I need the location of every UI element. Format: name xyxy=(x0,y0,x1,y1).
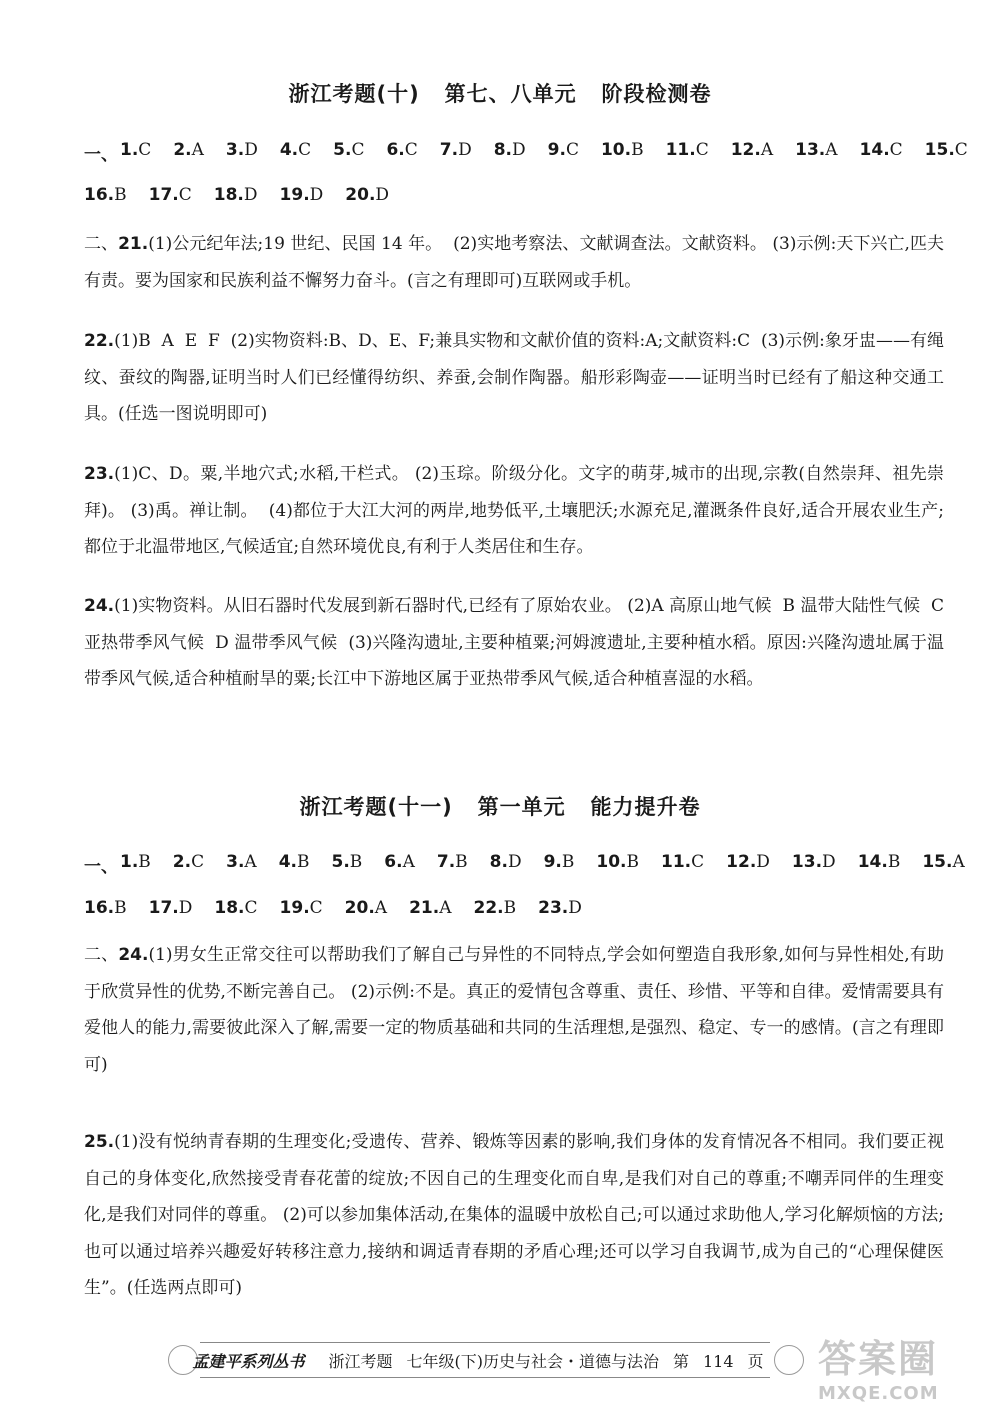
mc-answer: 18.D xyxy=(213,185,258,205)
part-prefix: 二、 xyxy=(84,945,119,965)
page-footer xyxy=(192,1342,770,1378)
section-title-11: 浙江考题(十一) 第一单元 能力提升卷 xyxy=(299,795,701,819)
mc-answer: 15.C xyxy=(924,140,968,160)
mc-answers-row xyxy=(84,140,968,165)
answer-q21 xyxy=(84,226,944,299)
footer-ornament-right xyxy=(774,1345,804,1375)
mc-answer: 8.D xyxy=(493,140,526,160)
mc-answer: 16.B xyxy=(84,898,127,918)
page-number: 第 114 页 xyxy=(672,1351,764,1371)
part-prefix: 二、 xyxy=(84,234,119,254)
mc-answer: 1.C xyxy=(120,140,152,160)
watermark-logo xyxy=(818,1328,988,1410)
mc-answer: 6.C xyxy=(386,140,418,160)
mc-answer: 19.D xyxy=(279,185,324,205)
question-number: 22. xyxy=(84,331,115,351)
mc-answers-row xyxy=(84,898,944,918)
mc-answer: 6.A xyxy=(384,852,415,872)
mc-answer: 11.C xyxy=(661,852,705,872)
question-number: 24. xyxy=(118,945,149,965)
answer-text: (1)C、D。粟,半地穴式;水稻,干栏式。 (2)玉琮。阶级分化。文字的萌芽,城市的出现,宗教(自然崇拜、祖先崇拜)。 (3)禹。禅让制。 (4)都位于大江大河的两岸,地势低平,土壤肥沃;水源充足,灌溉条件良好,适合开展农业生产;都位于北温带地区,气候适宜;自然环境优良,有利于人类居住和生存。 xyxy=(84,464,944,557)
answer-text: (1)B A E F (2)实物资料:B、D、E、F;兼具实物和文献价值的资料:A;文献资料:C (3)示例:象牙盅——有绳纹、蚕纹的陶器,证明当时人们已经懂得纺织、养蚕,会制作陶器。船形彩陶壶——证明当时已经有了船这种交通工具。(任选一图说明即可) xyxy=(84,331,944,424)
mc-answer: 13.D xyxy=(791,852,836,872)
series-name: 孟建平系列丛书 xyxy=(192,1351,305,1371)
mc-answer: 21.A xyxy=(409,898,452,918)
mc-answer: 8.D xyxy=(489,852,522,872)
mc-answer: 7.D xyxy=(439,140,472,160)
mc-answers-row xyxy=(84,185,944,205)
question-number: 25. xyxy=(84,1132,115,1152)
answer-q23 xyxy=(84,456,944,566)
mc-answer: 12.A xyxy=(730,140,774,160)
watermark-url: MXQE.COM xyxy=(818,1383,939,1404)
mc-answer: 4.B xyxy=(278,852,310,872)
mc-answer: 4.C xyxy=(279,140,312,160)
mc-answer: 13.A xyxy=(795,140,838,160)
mc-answer: 10.B xyxy=(600,140,644,160)
mc-answer: 2.A xyxy=(173,140,204,160)
answer-text: (1)男女生正常交往可以帮助我们了解自己与异性的不同特点,学会如何塑造自我形象,如何与异性相处,有助于欣赏异性的优势,不断完善自己。 (2)示例:不是。真正的爱情包含尊重、责任、珍惜、平等和自律。爱情需要具有爱他人的能力,需要彼此深入了解,需要一定的物质基础和共同的生活理想,是强烈、稳定、专一的感情。(言之有理即可) xyxy=(84,945,944,1075)
mc-answer: 10.B xyxy=(596,852,640,872)
book-name: 浙江考题 xyxy=(328,1351,393,1371)
mc-answer: 23.D xyxy=(538,898,582,918)
section-title-10: 浙江考题(十) 第七、八单元 阶段检测卷 xyxy=(288,82,712,106)
mc-answer: 11.C xyxy=(665,140,709,160)
mc-answer: 14.C xyxy=(859,140,903,160)
mc-answer: 20.A xyxy=(344,898,388,918)
answer-text: (1)实物资料。从旧石器时代发展到新石器时代,已经有了原始农业。 (2)A 高原山地气候 B 温带大陆性气候 C 亚热带季风气候 D 温带季风气候 (3)兴隆沟遗址,主要种植粟;河姆渡遗址,主要种植水稻。原因:兴隆沟遗址属于温带季风气候,适合种植耐旱的粟;长江中下游地区属于亚热带季风气候,适合种植喜湿的水稻。 xyxy=(84,596,950,689)
mc-answer: 20.D xyxy=(345,185,390,205)
mc-answer: 9.B xyxy=(543,852,575,872)
mc-answer: 18.C xyxy=(214,898,258,918)
question-number: 24. xyxy=(84,596,115,616)
mc-answer: 5.B xyxy=(331,852,363,872)
mc-answer: 19.C xyxy=(279,898,323,918)
answer-s2-q24 xyxy=(84,937,944,1083)
question-number: 21. xyxy=(118,234,149,254)
mc-answer: 22.B xyxy=(473,898,517,918)
mc-answer: 17.C xyxy=(148,185,192,205)
mc-answer: 3.D xyxy=(225,140,258,160)
mc-answer: 7.B xyxy=(436,852,468,872)
mc-answer: 16.B xyxy=(84,185,127,205)
answer-q22 xyxy=(84,323,944,433)
watermark-text: 答案圈 xyxy=(818,1337,939,1381)
question-number: 23. xyxy=(84,464,115,484)
mc-answer: 3.A xyxy=(226,852,257,872)
mc-answer: 2.C xyxy=(172,852,205,872)
mc-answer: 14.B xyxy=(857,852,901,872)
answer-s2-q25 xyxy=(84,1124,944,1307)
answer-q24 xyxy=(84,588,950,698)
mc-answer: 15.A xyxy=(922,852,965,872)
grade-subject: 七年级(下)历史与社会・道德与法治 xyxy=(406,1351,659,1371)
mc-answers-row xyxy=(84,852,965,877)
mc-answer: 1.B xyxy=(120,852,151,872)
mc-answer: 17.D xyxy=(148,898,193,918)
mc-answer: 12.D xyxy=(726,852,770,872)
mc-answer: 5.C xyxy=(333,140,365,160)
mc-answer: 9.C xyxy=(547,140,579,160)
answer-text: (1)没有悦纳青春期的生理变化;受遗传、营养、锻炼等因素的影响,我们身体的发育情况各不相同。我们要正视自己的身体变化,欣然接受青春花蕾的绽放;不因自己的生理变化而自卑,是我们对自己的尊重;不嘲弄同伴的生理变化,是我们对同伴的尊重。 (2)可以参加集体活动,在集体的温暖中放松自己;可以通过求助他人,学习化解烦恼的方法;也可以通过培养兴趣爱好转移注意力,接纳和调适青春期的矛盾心理;还可以学习自我调节,成为自己的“心理保健医生”。(任选两点即可) xyxy=(84,1132,944,1298)
answer-text: (1)公元纪年法;19 世纪、民国 14 年。 (2)实地考察法、文献调查法。文献资料。 (3)示例:天下兴亡,匹夫有责。要为国家和民族利益不懈努力奋斗。(言之有理即可)互联网或手机。 xyxy=(84,234,944,291)
mc-prefix: 一、 xyxy=(84,857,118,877)
mc-prefix: 一、 xyxy=(84,145,118,165)
